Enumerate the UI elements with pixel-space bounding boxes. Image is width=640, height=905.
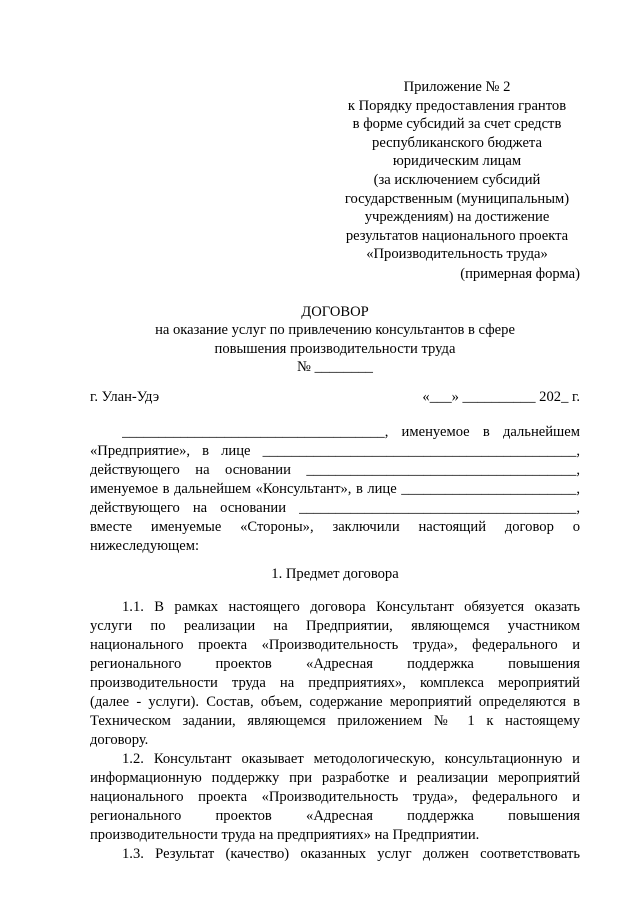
appendix-line: результатов национального проекта	[345, 227, 569, 244]
contract-title-block	[90, 303, 580, 377]
clause-line: производительности труда на предприятиях», комплекса мероприятий	[90, 675, 580, 691]
preamble-line: ____________________________________, именуемое в дальнейшем	[122, 424, 580, 440]
clause-line: национального проекта «Производительность труда», федерального и	[90, 789, 580, 805]
section-title: 1. Предмет договора	[271, 566, 399, 582]
clause-line: услуги по реализации на Предприятии, являющемся участником	[90, 618, 580, 634]
appendix-line: республиканского бюджета	[372, 134, 542, 151]
city-date-row	[90, 389, 580, 409]
preamble-line: вместе именуемые «Стороны», заключили настоящий договор о	[90, 519, 580, 535]
clause-line: (далее - услуги). Состав, объем, содержание мероприятий определяются в	[90, 694, 580, 710]
appendix-line: учреждениям) на достижение	[364, 209, 550, 226]
clause-line: регионального проектов «Адресная поддержка повышения	[90, 808, 580, 824]
clause-line: Техническом задании, являющемся приложением № 1 к настоящему	[90, 713, 580, 729]
clause-line: производительности труда на предприятиях» на Предприятии.	[90, 827, 480, 843]
preamble-line: действующего на основании _____________________________________,	[90, 462, 580, 478]
appendix-line: «Производительность труда»	[366, 246, 548, 263]
contract-subtitle: повышения производительности труда	[214, 340, 456, 357]
preamble-line: действующего на основании ______________________________________,	[90, 500, 580, 516]
preamble-line: «Предприятие», в лице ___________________________________________,	[90, 443, 580, 459]
clause-line: договору.	[90, 732, 149, 748]
clause-line: регионального проектов «Адресная поддержка повышения	[90, 656, 580, 672]
clause-line: информационную поддержку при разработке и реализации мероприятий	[90, 770, 580, 786]
clause-line: 1.2. Консультант оказывает методологическую, консультационную и	[122, 751, 580, 767]
appendix-line: в форме субсидий за счет средств	[352, 116, 562, 133]
clause-line: 1.3. Результат (качество) оказанных услуг должен соответствовать	[122, 846, 580, 862]
clause-line: 1.1. В рамках настоящего договора Консультант обязуется оказать	[122, 599, 580, 615]
appendix-header	[330, 78, 584, 264]
city-label: г. Улан-Удэ	[90, 389, 160, 405]
appendix-line: Приложение № 2	[403, 79, 511, 95]
contract-heading: ДОГОВОР	[301, 304, 369, 320]
appendix-line: к Порядку предоставления грантов	[347, 97, 567, 114]
appendix-line: государственным (муниципальным)	[344, 190, 570, 207]
contract-subtitle: на оказание услуг по привлечению консультантов в сфере	[155, 322, 515, 339]
date-field: «___» __________ 202_ г.	[422, 389, 580, 405]
contract-number: № ________	[297, 359, 373, 376]
clause-line: национального проекта «Производительность труда», федерального и	[90, 637, 580, 653]
appendix-line: (за исключением субсидий	[373, 171, 541, 188]
form-note: (примерная форма)	[460, 266, 580, 282]
preamble-line: нижеследующем:	[90, 538, 200, 554]
preamble-line: именуемое в дальнейшем «Консультант», в лице ________________________,	[90, 481, 580, 497]
appendix-line: юридическим лицам	[392, 153, 522, 170]
